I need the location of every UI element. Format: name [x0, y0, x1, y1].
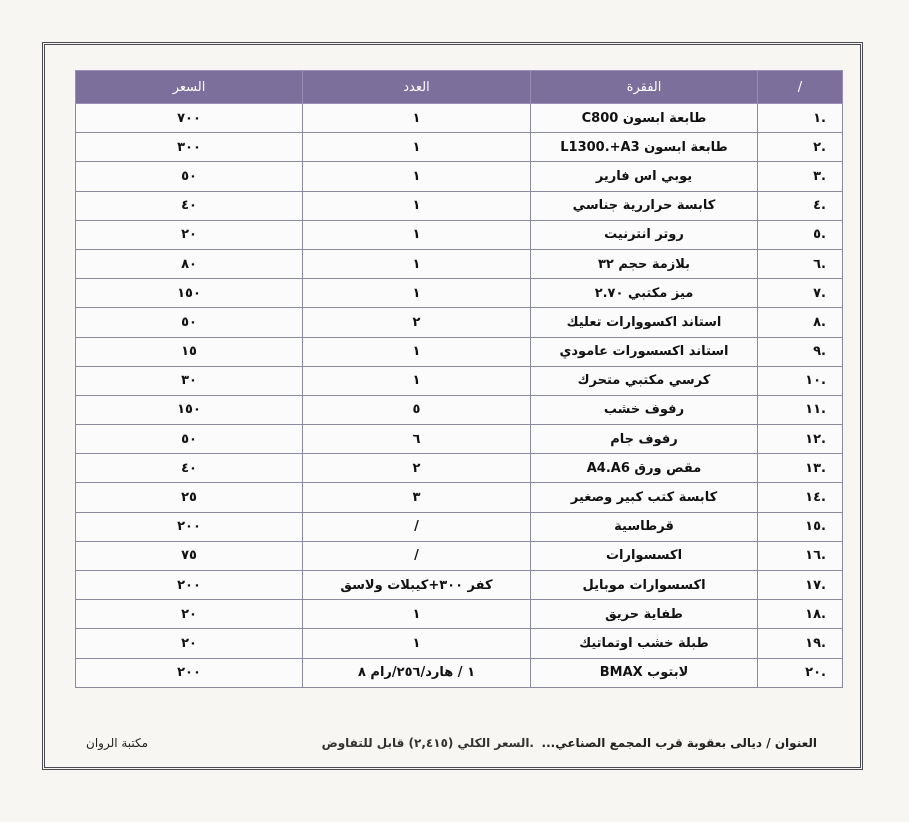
row-price: ٢٠	[76, 629, 303, 658]
row-count: كفر ٣٠٠+كيبلات ولاسق	[303, 571, 531, 600]
row-number: .١١	[758, 395, 843, 424]
row-number: .٥	[758, 220, 843, 249]
row-number: .١	[758, 104, 843, 133]
footer-address: العنوان / ديالى بعقوبة قرب المجمع الصناعي...	[541, 736, 817, 750]
row-count: ٦	[303, 425, 531, 454]
table-row	[76, 337, 843, 366]
row-number: .١٦	[758, 541, 843, 570]
row-count: ١	[303, 337, 531, 366]
table-row	[76, 629, 843, 658]
table-row	[76, 366, 843, 395]
row-price: ٢٠٠	[76, 658, 303, 687]
header-number: /	[758, 71, 843, 104]
row-item: استاند اكسووارات تعليك	[531, 308, 758, 337]
row-item: كرسي مكتبي متحرك	[531, 366, 758, 395]
row-price: ٢٠٠	[76, 571, 303, 600]
row-number: .١٧	[758, 571, 843, 600]
table-row	[76, 220, 843, 249]
row-price: ١٥	[76, 337, 303, 366]
row-count: ٥	[303, 395, 531, 424]
row-price: ٨٠	[76, 249, 303, 278]
row-item: استاند اكسسورات عامودي	[531, 337, 758, 366]
row-number: .٢٠	[758, 658, 843, 687]
row-price: ٢٠	[76, 600, 303, 629]
row-price: ٧٠٠	[76, 104, 303, 133]
table-row	[76, 162, 843, 191]
row-item: طابعة ابسون C800	[531, 104, 758, 133]
row-item: ميز مكتبي ٢.٧٠	[531, 279, 758, 308]
row-number: .١٢	[758, 425, 843, 454]
row-price: ٥٠	[76, 308, 303, 337]
row-item: كابسة كتب كبير وصغير	[531, 483, 758, 512]
row-number: .٤	[758, 191, 843, 220]
row-count: ١	[303, 279, 531, 308]
table-row	[76, 425, 843, 454]
row-number: .١٨	[758, 600, 843, 629]
row-price: ٣٠	[76, 366, 303, 395]
row-price: ٥٠	[76, 162, 303, 191]
row-price: ٥٠	[76, 425, 303, 454]
row-price: ١٥٠	[76, 279, 303, 308]
row-count: ٢	[303, 308, 531, 337]
table-header	[76, 71, 843, 104]
table-row	[76, 658, 843, 687]
row-count: ١ / هارد/٢٥٦/رام ٨	[303, 658, 531, 687]
row-count: ١	[303, 133, 531, 162]
table-row	[76, 279, 843, 308]
row-number: .٩	[758, 337, 843, 366]
table-row	[76, 512, 843, 541]
row-item: كابسة حراررية جناسي	[531, 191, 758, 220]
row-item: طابعة ابسون L1300.+A3	[531, 133, 758, 162]
row-count: ١	[303, 629, 531, 658]
row-item: قرطاسية	[531, 512, 758, 541]
row-price: ٣٠٠	[76, 133, 303, 162]
table-row	[76, 454, 843, 483]
row-count: ١	[303, 104, 531, 133]
header-price: السعر	[76, 71, 303, 104]
row-count: ١	[303, 162, 531, 191]
row-item: بلازمة حجم ٣٢	[531, 249, 758, 278]
row-price: ١٥٠	[76, 395, 303, 424]
table-row	[76, 104, 843, 133]
table-row	[76, 308, 843, 337]
footer-shop-name: مكتبة الروان	[86, 736, 149, 750]
row-item: يوبي اس فارير	[531, 162, 758, 191]
table-row	[76, 191, 843, 220]
row-price: ٤٠	[76, 191, 303, 220]
row-count: ١	[303, 600, 531, 629]
row-number: .٣	[758, 162, 843, 191]
row-price: ٢٠٠	[76, 512, 303, 541]
row-item: اكسسوارات	[531, 541, 758, 570]
row-count: ٢	[303, 454, 531, 483]
row-count: ١	[303, 191, 531, 220]
row-item: اكسسوارات موبايل	[531, 571, 758, 600]
row-count: ٣	[303, 483, 531, 512]
table-row	[76, 600, 843, 629]
row-item: طبلة خشب اوتماتيك	[531, 629, 758, 658]
row-count: ١	[303, 249, 531, 278]
footer-total: .السعر الكلي (٢,٤١٥) قابل للتفاوض	[321, 736, 534, 750]
table-row	[76, 133, 843, 162]
row-count: /	[303, 512, 531, 541]
row-number: .١٤	[758, 483, 843, 512]
row-item: رفوف جام	[531, 425, 758, 454]
header-count: العدد	[303, 71, 531, 104]
row-number: .١٠	[758, 366, 843, 395]
row-count: ١	[303, 220, 531, 249]
row-price: ٢٥	[76, 483, 303, 512]
row-number: .٨	[758, 308, 843, 337]
header-item: الفقرة	[531, 71, 758, 104]
row-price: ٧٥	[76, 541, 303, 570]
row-number: .٧	[758, 279, 843, 308]
row-item: رفوف خشب	[531, 395, 758, 424]
row-price: ٢٠	[76, 220, 303, 249]
table-row	[76, 395, 843, 424]
row-number: .٦	[758, 249, 843, 278]
row-number: .١٣	[758, 454, 843, 483]
row-number: .١٩	[758, 629, 843, 658]
row-number: .١٥	[758, 512, 843, 541]
row-item: لابتوب BMAX	[531, 658, 758, 687]
row-item: طفاية حريق	[531, 600, 758, 629]
price-table	[75, 70, 843, 688]
row-count: /	[303, 541, 531, 570]
row-item: مقص ورق A4.A6	[531, 454, 758, 483]
table-row	[76, 249, 843, 278]
row-price: ٤٠	[76, 454, 303, 483]
row-number: .٢	[758, 133, 843, 162]
table-row	[76, 571, 843, 600]
table-row	[76, 483, 843, 512]
row-item: روتر انترنيت	[531, 220, 758, 249]
row-count: ١	[303, 366, 531, 395]
table-row	[76, 541, 843, 570]
